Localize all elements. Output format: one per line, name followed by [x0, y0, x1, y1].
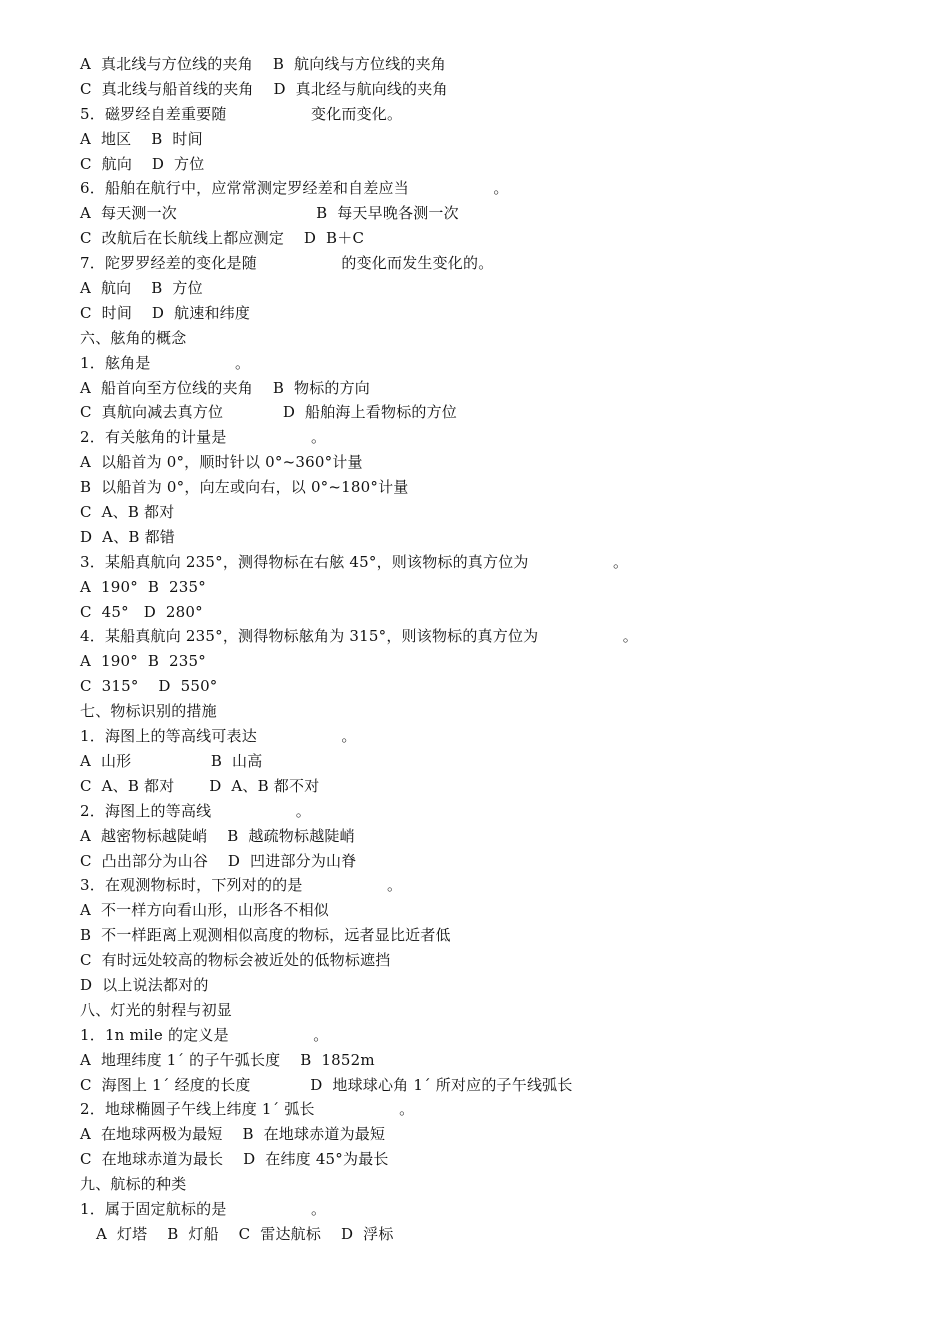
line-47: A 灯塔 B 灯船 C 雷达航标 D 浮标: [96, 1224, 394, 1243]
line-9: A 航向 B 方位: [80, 279, 203, 298]
line-13: A 船首向至方位线的夹角 B 物标的方向: [80, 378, 371, 397]
line-37: D 以上说法都对的: [80, 975, 209, 994]
line-17: B 以船首为 0°，向左或向右，以 0°~180°计量: [80, 478, 409, 497]
line-3: A 地区 B 时间: [80, 129, 203, 148]
line-4: C 航向 D 方位: [80, 154, 205, 173]
line-34: A 不一样方向看山形，山形各不相似: [80, 901, 329, 920]
line-28: A 山形 B 山高: [80, 751, 263, 770]
line-1: C 真北线与船首线的夹角 D 真北经与航向线的夹角: [80, 79, 448, 98]
line-15: 2．有关舷角的计量是 。: [80, 428, 327, 447]
line-0: A 真北线与方位线的夹角 B 航向线与方位线的夹角: [80, 55, 447, 73]
line-6: A 每天测一次 B 每天早晚各测一次: [80, 204, 459, 223]
line-35: B 不一样距离上观测相似高度的物标，远者显比近者低: [80, 926, 451, 945]
line-41: C 海图上 1´ 经度的长度 D 地球球心角 1´ 所对应的子午线弧长: [80, 1075, 573, 1094]
line-19: D A、B 都错: [80, 527, 175, 546]
line-25: C 315° D 550°: [80, 677, 218, 696]
line-7: C 改航后在长航线上都应测定 D B＋C: [80, 229, 365, 248]
line-24: A 190° B 235°: [80, 652, 206, 671]
line-27: 1．海图上的等高线可表达 。: [80, 727, 357, 746]
line-2: 5．磁罗经自差重要随 变化而变化。: [80, 104, 403, 123]
line-22: C 45° D 280°: [80, 602, 203, 621]
line-21: A 190° B 235°: [80, 577, 206, 596]
document-page: [80, 52, 900, 1247]
line-45: 九、航标的种类: [80, 1175, 187, 1194]
line-46: 1．属于固定航标的是 。: [80, 1199, 327, 1218]
line-14: C 真航向减去真方位 D 船舶海上看物标的方位: [80, 403, 457, 422]
line-40: A 地理纬度 1´ 的子午弧长度 B 1852m: [80, 1050, 375, 1069]
line-16: A 以船首为 0°，顺时针以 0°~360°计量: [80, 453, 363, 472]
line-33: 3．在观测物标时，下列对的的是 。: [80, 876, 403, 895]
question-lines: [80, 52, 900, 1222]
line-39: 1．1n mile 的定义是 。: [80, 1025, 329, 1044]
line-11: 六、舷角的概念: [80, 328, 187, 347]
line-23: 4．某船真航向 235°，测得物标舷角为 315°，则该物标的真方位为 。: [80, 627, 638, 646]
line-42: 2．地球椭圆子午线上纬度 1´ 弧长 。: [80, 1100, 415, 1119]
line-20: 3．某船真航向 235°，测得物标在右舷 45°，则该物标的真方位为 。: [80, 552, 629, 571]
line-31: A 越密物标越陡峭 B 越疏物标越陡峭: [80, 826, 355, 845]
line-29: C A、B 都对 D A、B 都不对: [80, 776, 320, 795]
line-5: 6．船舶在航行中，应常常测定罗经差和自差应当 。: [80, 179, 509, 198]
line-10: C 时间 D 航速和纬度: [80, 303, 251, 322]
line-30: 2．海图上的等高线 。: [80, 801, 312, 820]
line-32: C 凸出部分为山谷 D 凹进部分为山脊: [80, 851, 357, 870]
line-38: 八、灯光的射程与初显: [80, 1000, 233, 1019]
line-12: 1．舷角是 。: [80, 353, 251, 372]
line-26: 七、物标识别的措施: [80, 702, 217, 721]
line-44: C 在地球赤道为最长 D 在纬度 45°为最长: [80, 1150, 389, 1169]
line-8: 7．陀罗罗经差的变化是随 的变化而发生变化的。: [80, 254, 494, 273]
line-36: C 有时远处较高的物标会被近处的低物标遮挡: [80, 951, 391, 970]
line-18: C A、B 都对: [80, 503, 175, 522]
line-43: A 在地球两极为最短 B 在地球赤道为最短: [80, 1125, 386, 1144]
